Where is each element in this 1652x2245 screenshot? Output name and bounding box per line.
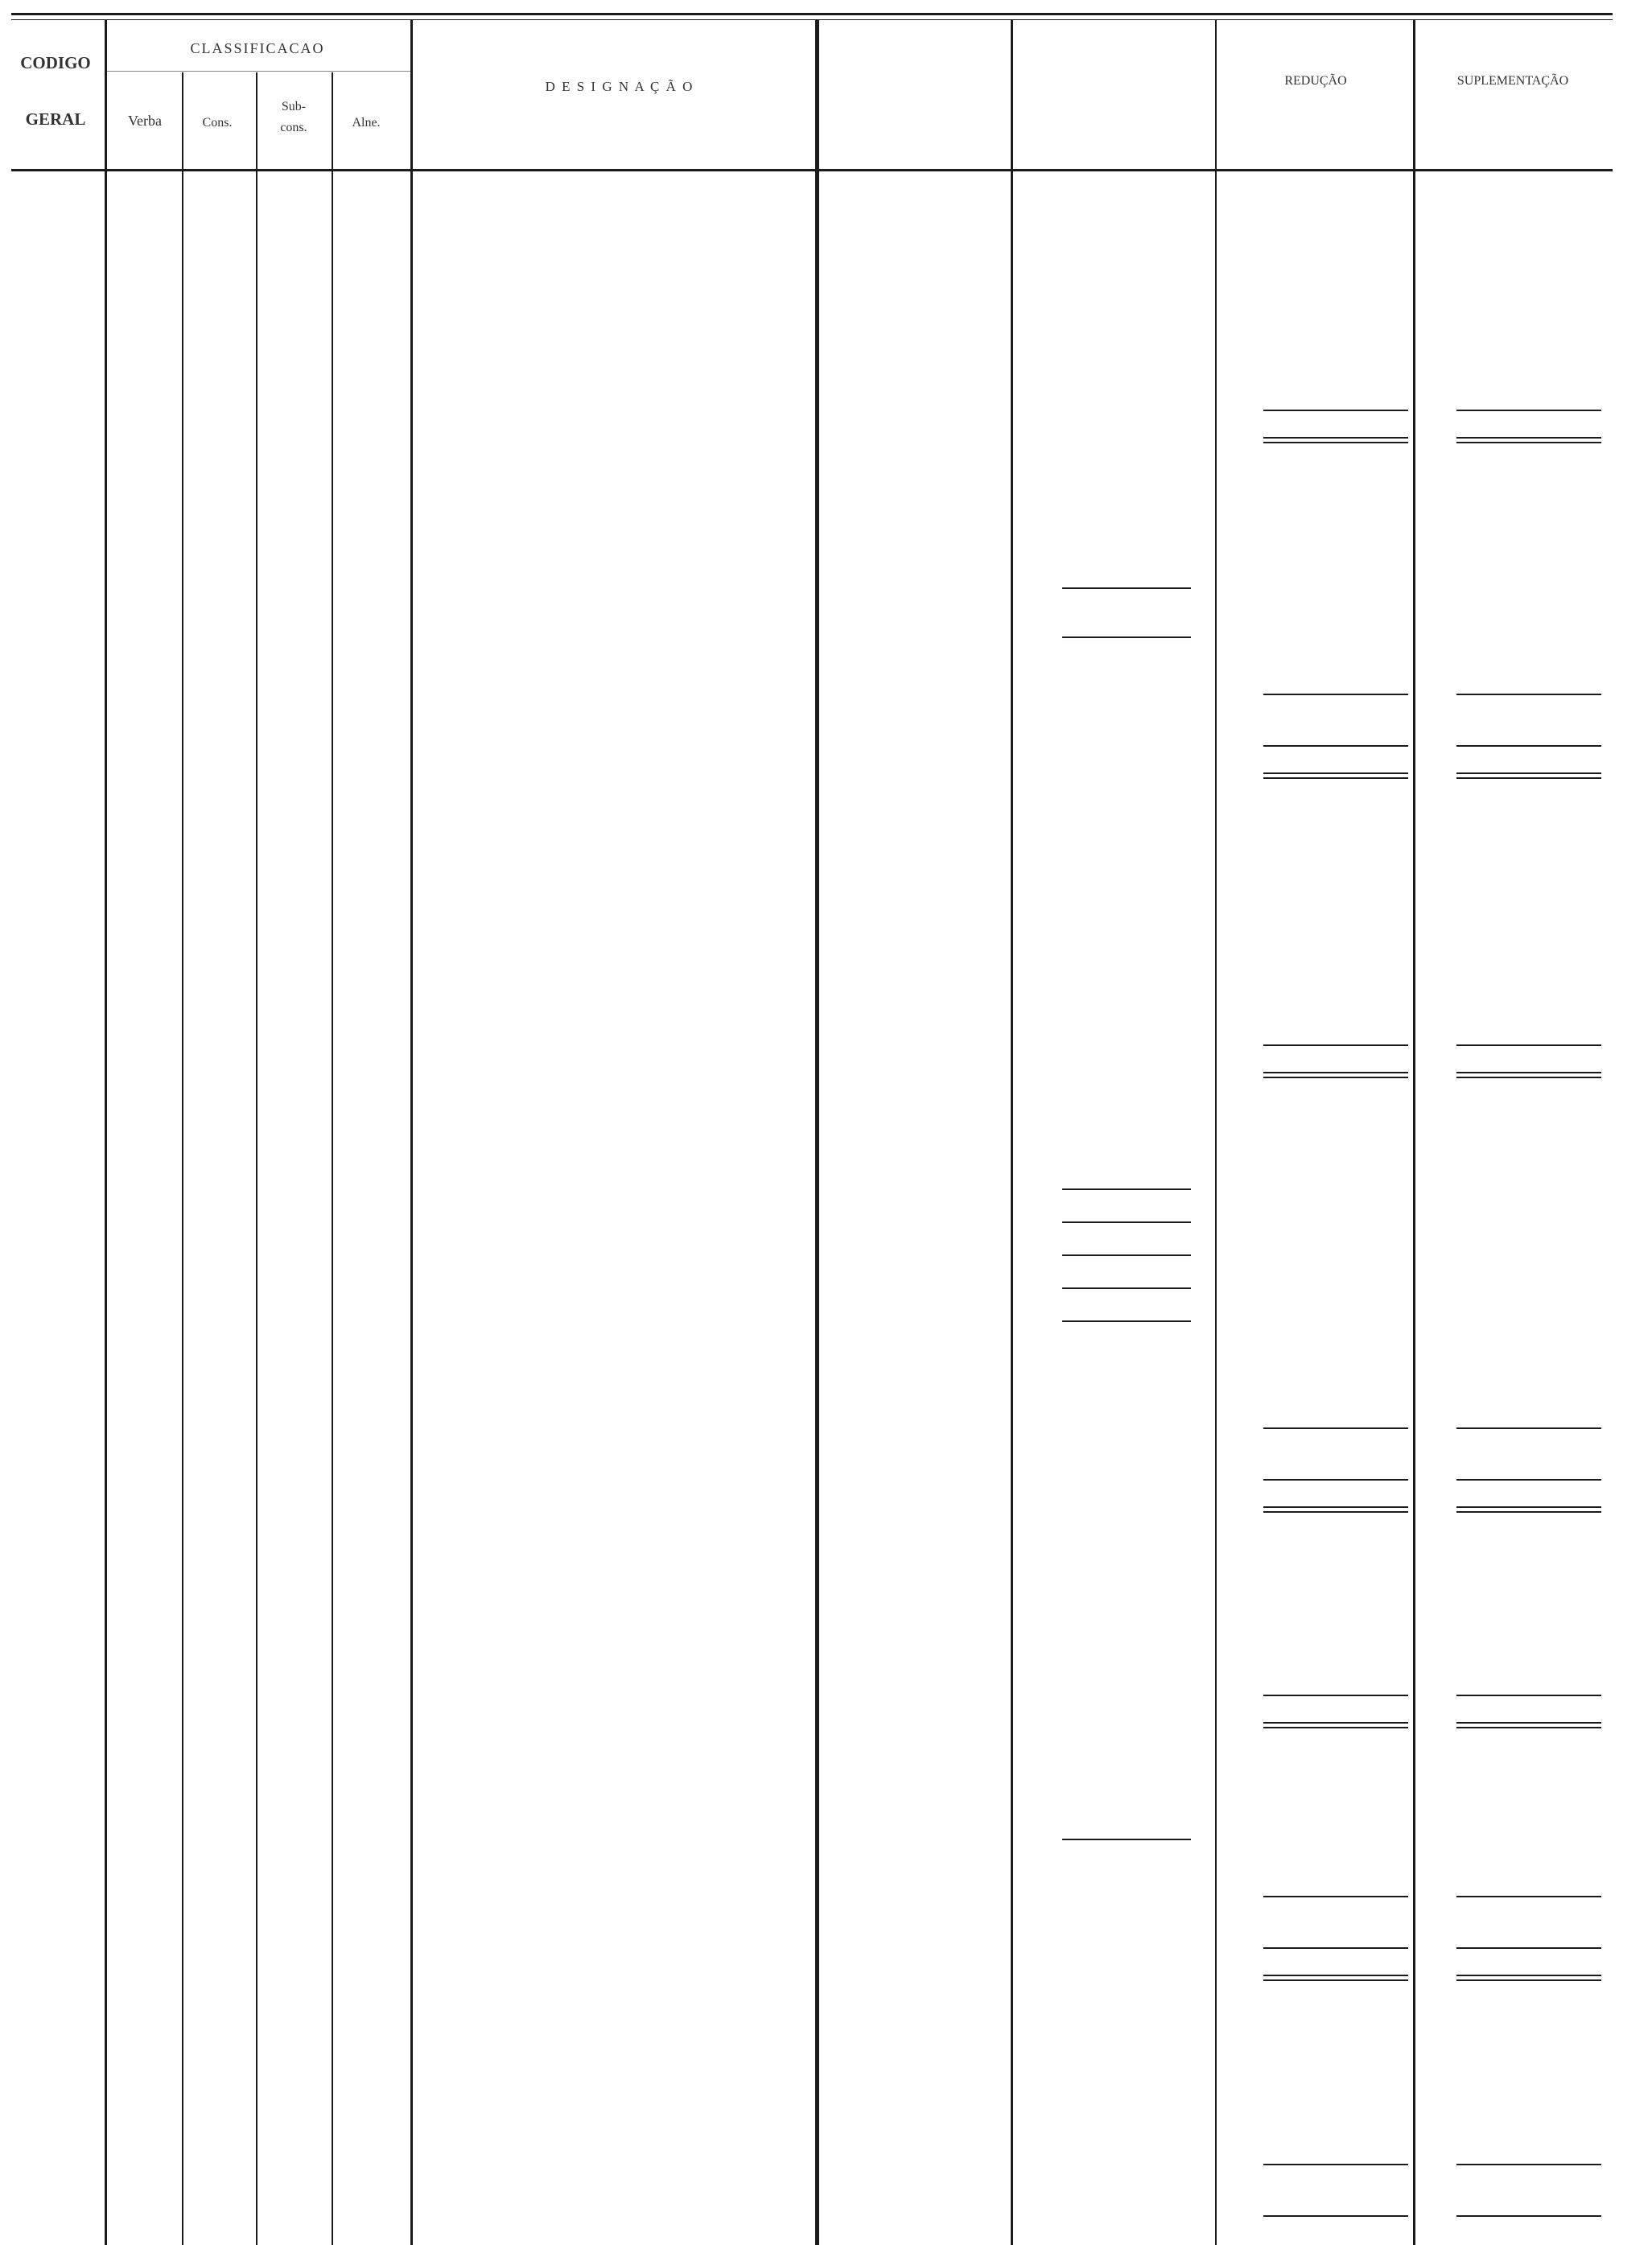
header-designacao: D E S I G N A Ç Ã O — [545, 79, 694, 94]
reducao-total-rule — [1263, 1947, 1408, 1949]
header-verba: Verba — [128, 113, 162, 129]
detail-subtotal-rule — [1062, 636, 1191, 638]
suplementacao-total-rule — [1456, 1896, 1601, 1897]
suplementacao-total-rule — [1456, 745, 1601, 747]
header-geral: GERAL — [25, 109, 86, 129]
reducao-total-rule — [1263, 1695, 1408, 1696]
reducao-total-rule — [1263, 1427, 1408, 1429]
classificacao-underline — [105, 71, 410, 72]
reducao-total-rule — [1263, 694, 1408, 695]
reducao-double-rule — [1263, 1722, 1408, 1724]
header-codigo: CODIGO — [20, 53, 91, 72]
header-classificacao: CLASSIFICACAO — [190, 40, 325, 56]
suplementacao-total-rule — [1456, 1427, 1601, 1429]
header-subcons: Sub- cons. — [280, 100, 307, 134]
reducao-total-rule — [1263, 1044, 1408, 1046]
reducao-total-rule — [1263, 2215, 1408, 2217]
header-alinea: Alne. — [352, 116, 381, 130]
reducao-total-rule — [1263, 1479, 1408, 1481]
suplementacao-double-rule-2 — [1456, 1511, 1601, 1513]
suplementacao-total-rule — [1456, 2215, 1601, 2217]
suplementacao-total-rule — [1456, 694, 1601, 695]
header-bottom-rule — [11, 169, 1613, 171]
top-rule — [11, 13, 1613, 15]
suplementacao-double-rule — [1456, 437, 1601, 439]
col-rule-subcons — [332, 72, 333, 2245]
detail-subtotal-rule — [1062, 1320, 1191, 1322]
suplementacao-total-rule — [1456, 1044, 1601, 1046]
header-suplementacao: SUPLEMENTAÇÃO — [1456, 74, 1569, 88]
header-cons: Cons. — [202, 116, 233, 130]
detail-subtotal-rule — [1062, 1221, 1191, 1223]
reducao-double-rule-2 — [1263, 1727, 1408, 1728]
suplementacao-double-rule — [1456, 1722, 1601, 1724]
header-reducao: REDUÇÃO — [1284, 74, 1347, 88]
col-rule-1 — [1011, 19, 1013, 2245]
col-rule-verba — [182, 72, 183, 2245]
reducao-double-rule-2 — [1263, 1077, 1408, 1078]
suplementacao-double-rule-2 — [1456, 1979, 1601, 1981]
col-rule-3 — [1413, 19, 1415, 2245]
suplementacao-total-rule — [1456, 2164, 1601, 2165]
reducao-double-rule — [1263, 772, 1408, 774]
reducao-total-rule — [1263, 1896, 1408, 1897]
reducao-double-rule — [1263, 437, 1408, 439]
suplementacao-total-rule — [1456, 1695, 1601, 1696]
suplementacao-double-rule-2 — [1456, 1077, 1601, 1078]
suplementacao-double-rule — [1456, 772, 1601, 774]
suplementacao-total-rule — [1456, 1947, 1601, 1949]
suplementacao-total-rule — [1456, 1479, 1601, 1481]
reducao-double-rule — [1263, 1975, 1408, 1976]
detail-subtotal-rule — [1062, 1254, 1191, 1256]
detail-subtotal-rule — [1062, 1839, 1191, 1840]
suplementacao-double-rule-2 — [1456, 777, 1601, 779]
col-rule-alinea — [410, 19, 413, 2245]
reducao-double-rule-2 — [1263, 442, 1408, 443]
col-rule-desc — [815, 19, 819, 2245]
reducao-total-rule — [1263, 410, 1408, 411]
suplementacao-double-rule-2 — [1456, 442, 1601, 443]
reducao-double-rule-2 — [1263, 1511, 1408, 1513]
top-rule-2 — [11, 19, 1613, 20]
detail-subtotal-rule — [1062, 1287, 1191, 1289]
suplementacao-double-rule — [1456, 1975, 1601, 1976]
detail-subtotal-rule — [1062, 1188, 1191, 1190]
col-rule-cons — [256, 72, 257, 2245]
reducao-double-rule — [1263, 1506, 1408, 1508]
suplementacao-total-rule — [1456, 410, 1601, 411]
col-rule-2 — [1215, 19, 1217, 2245]
reducao-double-rule — [1263, 1072, 1408, 1073]
suplementacao-double-rule — [1456, 1506, 1601, 1508]
col-rule-code — [105, 19, 107, 2245]
suplementacao-double-rule — [1456, 1072, 1601, 1073]
detail-subtotal-rule — [1062, 587, 1191, 589]
reducao-total-rule — [1263, 745, 1408, 747]
suplementacao-double-rule-2 — [1456, 1727, 1601, 1728]
reducao-double-rule-2 — [1263, 1979, 1408, 1981]
reducao-total-rule — [1263, 2164, 1408, 2165]
reducao-double-rule-2 — [1263, 777, 1408, 779]
